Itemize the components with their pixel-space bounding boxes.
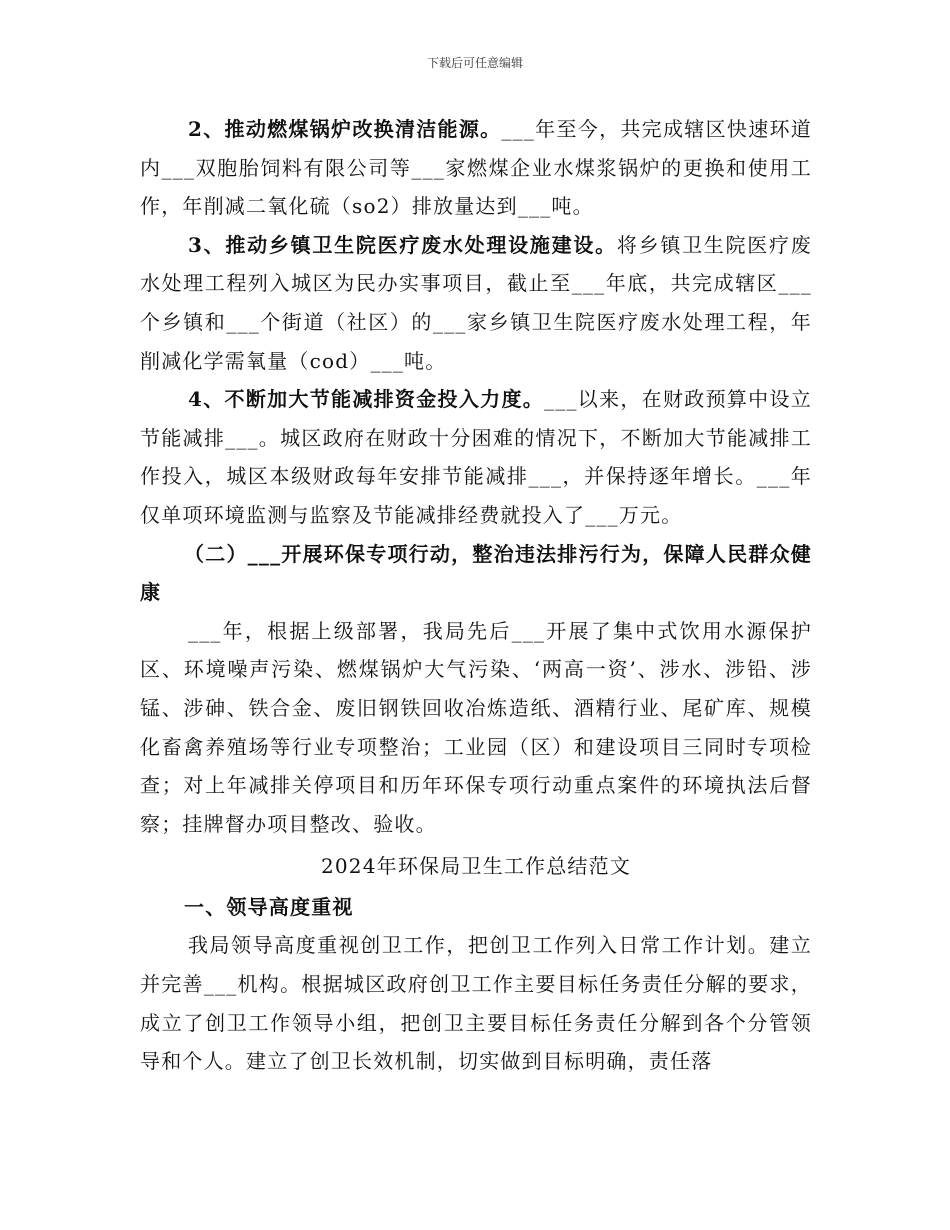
page-header: 下载后可任意编辑	[426, 56, 523, 70]
paragraph-lead: 4、不断加大节能减排资金投入力度。	[188, 387, 545, 412]
paragraph-lead: 2、推动燃煤锅炉改换清洁能源。	[188, 117, 502, 141]
paragraph-text: ___以来，在财政预算中设立节能减排___。城区政府在财政十分困难的情况下，不断加大节能减排工作投入，城区本级财政每年安排节能减排___，并保持逐年增长。___年仅单项环境监测与监察及节能减排经费就投入了___万元。	[140, 387, 812, 527]
section-heading-special-actions: （二）___开展环保专项行动，整治违法排污行为，保障人民群众健康	[140, 541, 812, 605]
paragraph-funding	[140, 380, 812, 534]
document-title: 2024年环保局卫生工作总结范文	[320, 854, 632, 879]
paragraph-special-actions: ___年，根据上级部署，我局先后___开展了集中式饮用水源保护区、环境噪声污染、燃煤锅炉大气污染、‘两高一资’、涉水、涉铅、涉锰、涉砷、铁合金、废旧钢铁回收冶炼造纸、酒精行业、尾矿库、规模化畜禽养殖场等行业专项整治；工业园（区）和建设项目三同时专项检查；对上年减排关停项目和历年环保专项行动重点案件的环境执法后督察；挂牌督办项目整改、验收。	[140, 618, 812, 836]
section-heading-leadership: 一、领导高度重视	[184, 894, 354, 919]
paragraph-leadership: 我局领导高度重视创卫工作，把创卫工作列入日常工作计划。建立并完善___机构。根据城区政府创卫工作主要目标任务责任分解的要求，成立了创卫工作领导小组，把创卫主要目标任务责任分解到各个分管领导和个人。建立了创卫长效机制，切实做到目标明确，责任落	[140, 933, 812, 1074]
paragraph-lead: 3、推动乡镇卫生院医疗废水处理设施建设。	[188, 232, 617, 257]
paragraph-text: 将乡镇卫生院医疗废水处理工程列入城区为民办实事项目，截止至___年底，共完成辖区___个乡镇和___个街道（社区）的___家乡镇卫生院医疗废水处理工程，年削减化学需氧量（cod）___吨。	[140, 232, 812, 373]
paragraph-coal-boiler	[140, 110, 812, 226]
paragraph-medical-wastewater	[140, 226, 812, 380]
document-body	[140, 110, 812, 1081]
paragraph-text: ___年至今，共完成辖区快速环道内___双胞胎饲料有限公司等___家燃煤企业水煤浆锅炉的更换和使用工作，年削减二氧化硫（so2）排放量达到___吨。	[140, 117, 813, 219]
